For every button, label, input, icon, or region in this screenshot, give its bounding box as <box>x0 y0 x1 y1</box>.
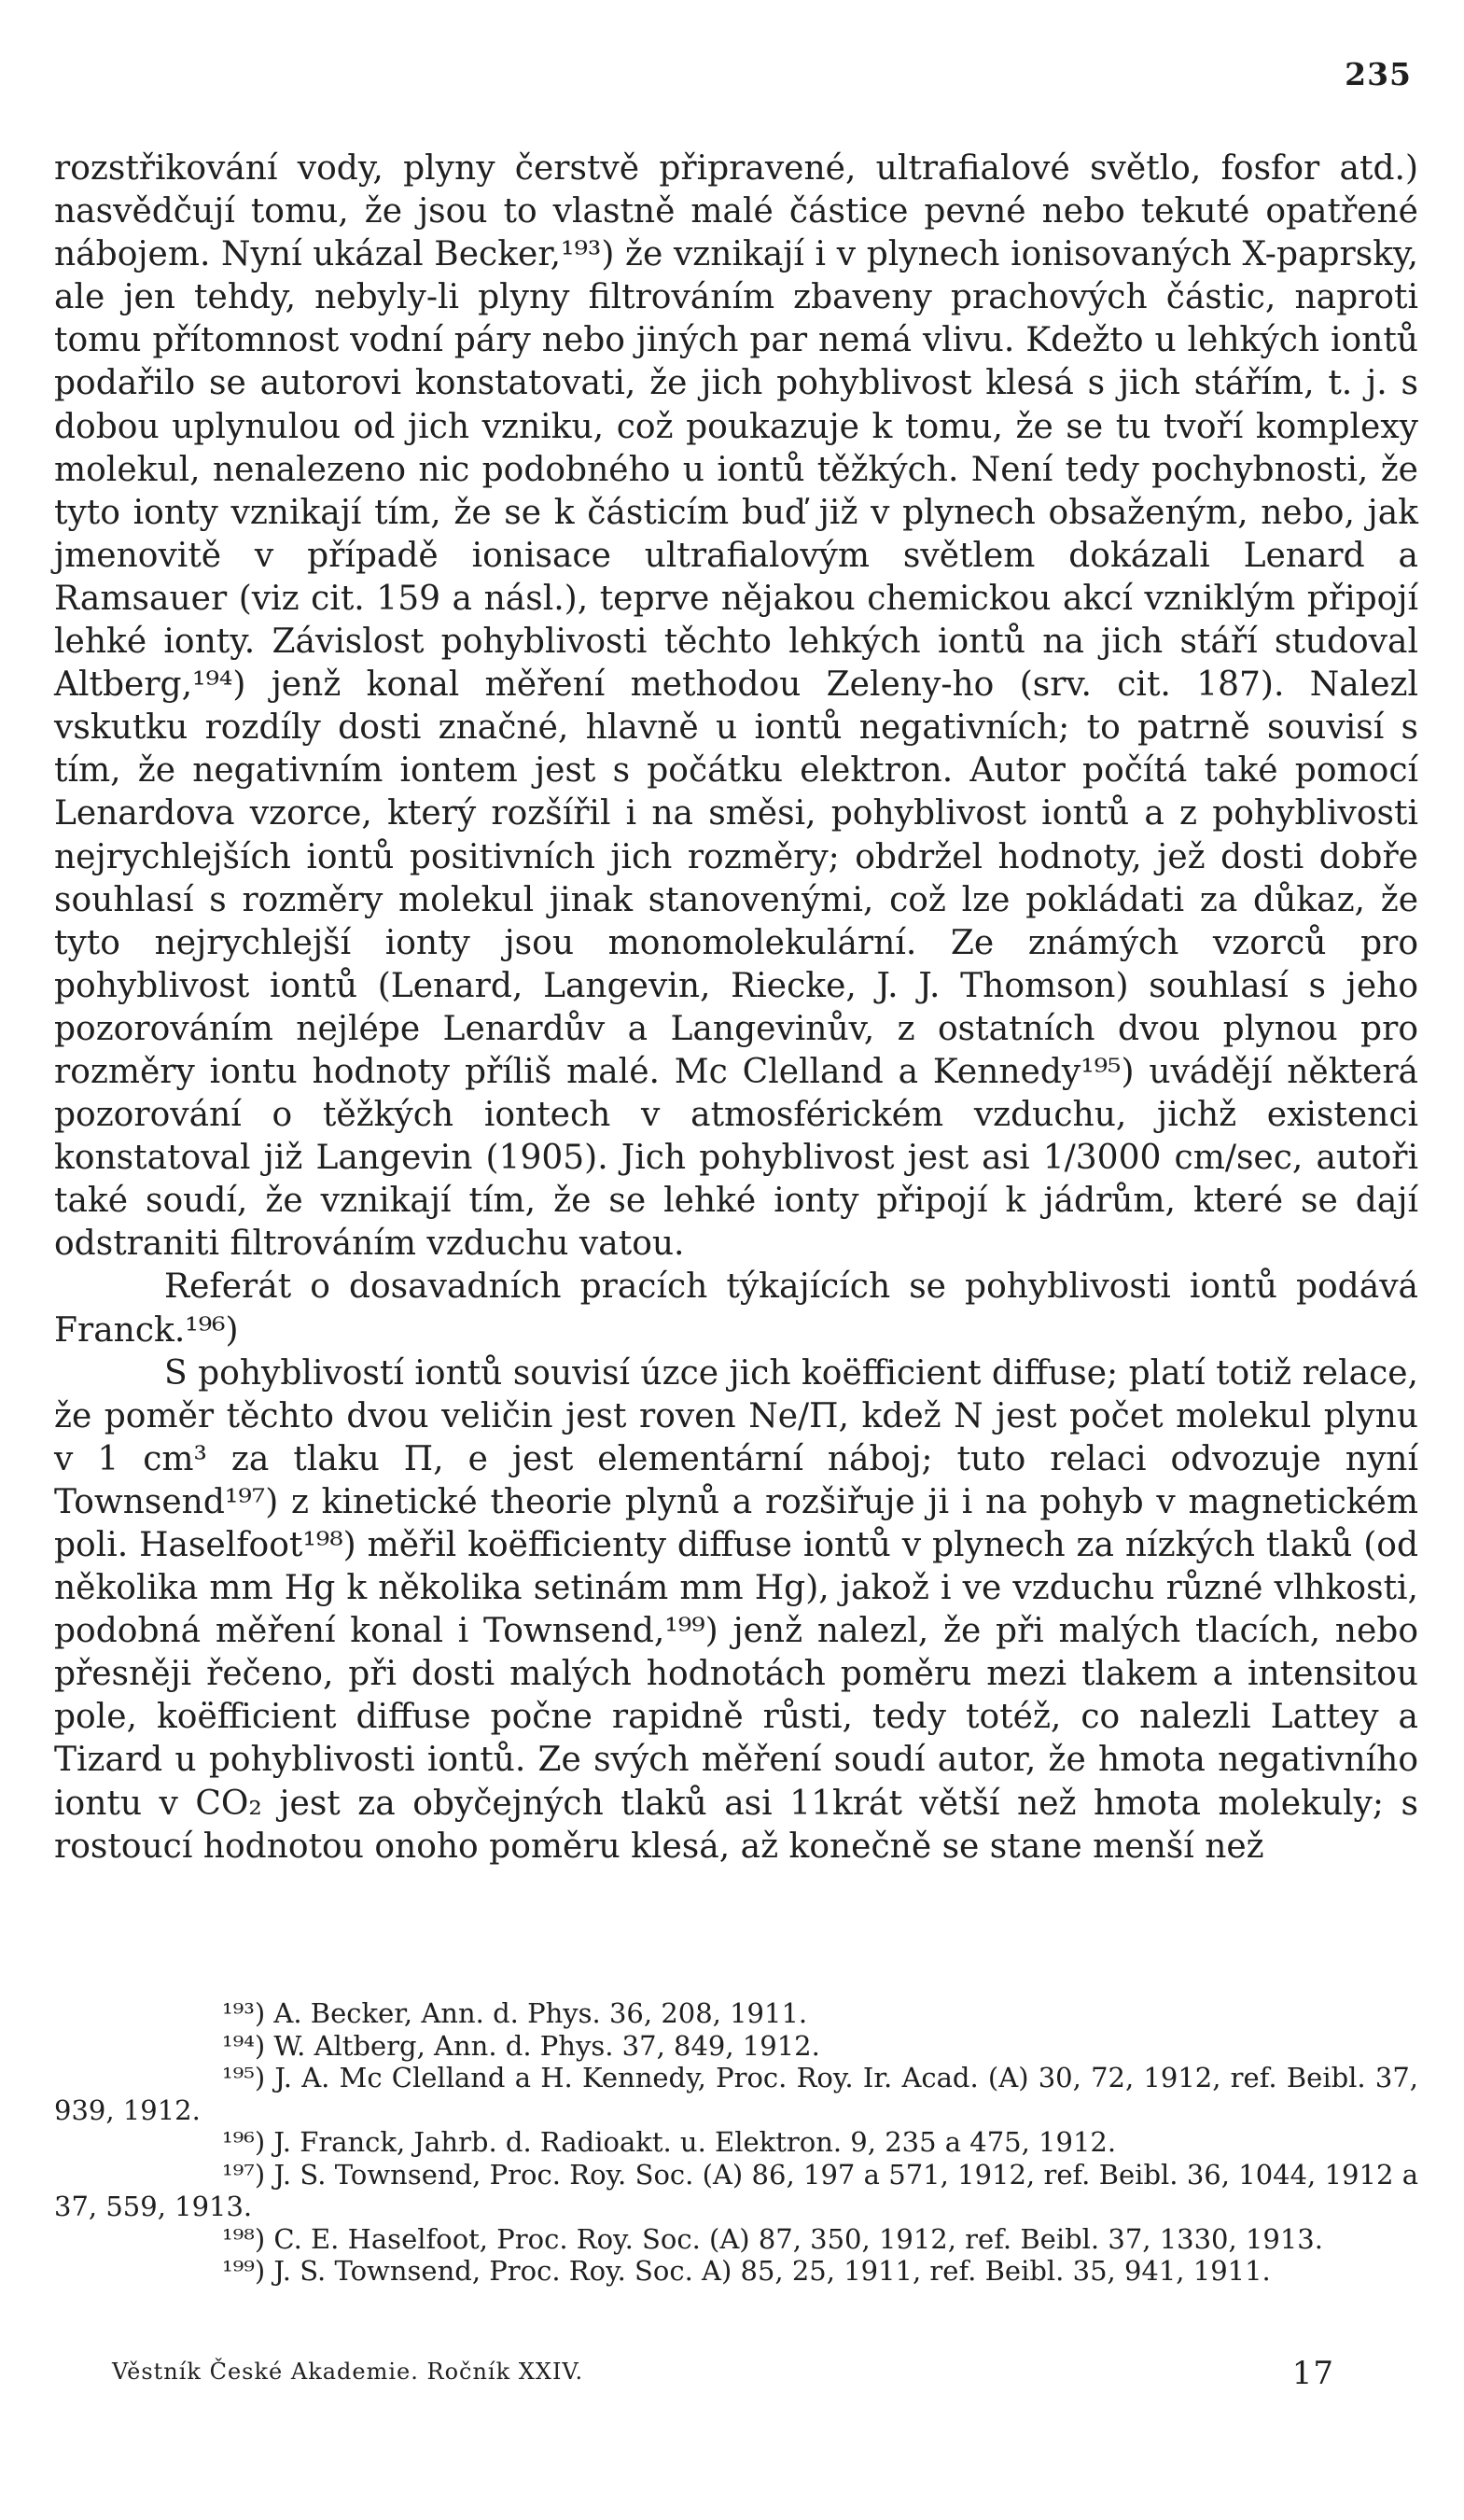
footnote: ¹⁹⁶) J. Franck, Jahrb. d. Radioakt. u. Elektron. 9, 235 a 475, 1912. <box>222 2126 1117 2158</box>
footnotes <box>54 1997 1418 2288</box>
journal-title: Věstník České Akademie. Ročník XXIV. <box>112 2359 584 2385</box>
signature-mark: 17 <box>1291 2355 1334 2392</box>
footnote: ¹⁹⁷) J. S. Townsend, Proc. Roy. Soc. (A) 86, 197 a 571, 1912, ref. Beibl. 36, 1044, 1912 a 37, 559, 1913. <box>54 2158 1418 2222</box>
footnote: ¹⁹⁴) W. Altberg, Ann. d. Phys. 37, 849, 1912. <box>222 2029 820 2062</box>
footnote: ¹⁹⁹) J. S. Townsend, Proc. Roy. Soc. A) 85, 25, 1911, ref. Beibl. 35, 941, 1911. <box>222 2255 1271 2287</box>
footnote: ¹⁹⁸) C. E. Haselfoot, Proc. Roy. Soc. (A) 87, 350, 1912, ref. Beibl. 37, 1330, 1913. <box>222 2222 1323 2255</box>
page-number: 235 <box>1345 56 1412 92</box>
footnote: ¹⁹³) A. Becker, Ann. d. Phys. 36, 208, 1911. <box>222 1997 808 2029</box>
paragraph: Referát o dosavadních pracích týkajících se pohyblivosti iontů podává Franck.¹⁹⁶) <box>54 1267 1418 1350</box>
body-text <box>54 147 1418 1869</box>
page-footer <box>112 2355 1334 2392</box>
footnote: ¹⁹⁵) J. A. Mc Clelland a H. Kennedy, Proc. Roy. Ir. Acad. (A) 30, 72, 1912, ref. Beibl. 37, 939, 1912. <box>54 2062 1418 2126</box>
paragraph: rozstřikování vody, plyny čerstvě připravené, ultrafialové světlo, fosfor atd.) nasvědčují tomu, že jsou to vlastně malé částice pevné nebo tekuté opatřené nábojem. Nyní ukázal Becker,¹⁹³) že vznikají i v plynech ionisovaných X-paprsky, ale jen tehdy, nebyly-li plyny filtrováním zbaveny prachových částic, naproti tomu přítomnost vodní páry nebo jiných par nemá vlivu. Kdežto u lehkých iontů podařilo se autorovi konstatovati, že jich pohyblivost klesá s jich stářím, t. j. s dobou uplynulou od jich vzniku, což poukazuje k tomu, že se tu tvoří komplexy molekul, nenalezeno nic podobného u iontů těžkých. Není tedy pochybnosti, že tyto ionty vznikají tím, že se k částicím buď již v plynech obsaženým, nebo, jak jmenovitě v případě ionisace ultrafialovým světlem dokázali Lenard a Ramsauer (viz cit. 159 a násl.), teprve nějakou chemickou akcí vzniklým připojí lehké ionty. Závislost pohyblivosti těchto lehkých iontů na jich stáří studoval Altberg,¹⁹⁴) jenž konal měření methodou Zeleny-ho (srv. cit. 187). Nalezl vskutku rozdíly dosti značné, hlavně u iontů negativních; to patrně souvisí s tím, že negativním iontem jest s počátku elektron. Autor počítá také pomocí Lenardova vzorce, který rozšířil i na směsi, pohyblivost iontů a z pohyblivosti nejrychlejších iontů positivních jich rozměry; obdržel hodnoty, jež dosti dobře souhlasí s rozměry molekul jinak stanovenými, což lze pokládati za důkaz, že tyto nejrychlejší ionty jsou monomolekulární. Ze známých vzorců pro pohyblivost iontů (Lenard, Langevin, Riecke, J. J. Thomson) souhlasí s jeho pozorováním nejlépe Lenardův a Langevinův, z ostatních dvou plynou pro rozměry iontu hodnoty příliš malé. Mc Clelland a Kennedy¹⁹⁵) uvádějí některá pozorování o těžkých iontech v atmosférickém vzduchu, jichž existenci konstatoval již Langevin (1905). Jich pohyblivost jest asi 1/3000 cm/sec, autoři také soudí, že vznikají tím, že se lehké ionty připojí k jádrům, které se dají odstraniti filtrováním vzduchu vatou. <box>54 149 1418 1264</box>
paragraph: S pohyblivostí iontů souvisí úzce jich koëfficient diffuse; platí totiž relace, že poměr těchto dvou veličin jest roven Ne/Π, kdež N jest počet molekul plynu v 1 cm³ za tlaku Π, e jest elementární náboj; tuto relaci odvozuje nyní Townsend¹⁹⁷) z kinetické theorie plynů a rozšiřuje ji i na pohyb v magnetickém poli. Haselfoot¹⁹⁸) měřil koëfficienty diffuse iontů v plynech za nízkých tlaků (od několika mm Hg k několika setinám mm Hg), jakož i ve vzduchu různé vlhkosti, podobná měření konal i Townsend,¹⁹⁹) jenž nalezl, že při malých tlacích, nebo přesněji řečeno, při dosti malých hodnotách poměru mezi tlakem a intensitou pole, koëfficient diffuse počne rapidně růsti, tedy totéž, co nalezli Lattey a Tizard u pohyblivosti iontů. Ze svých měření soudí autor, že hmota negativního iontu v CO₂ jest za obyčejných tlaků asi 11krát větší než hmota molekuly; s rostoucí hodnotou onoho poměru klesá, až konečně se stane menší než <box>54 1353 1418 1866</box>
